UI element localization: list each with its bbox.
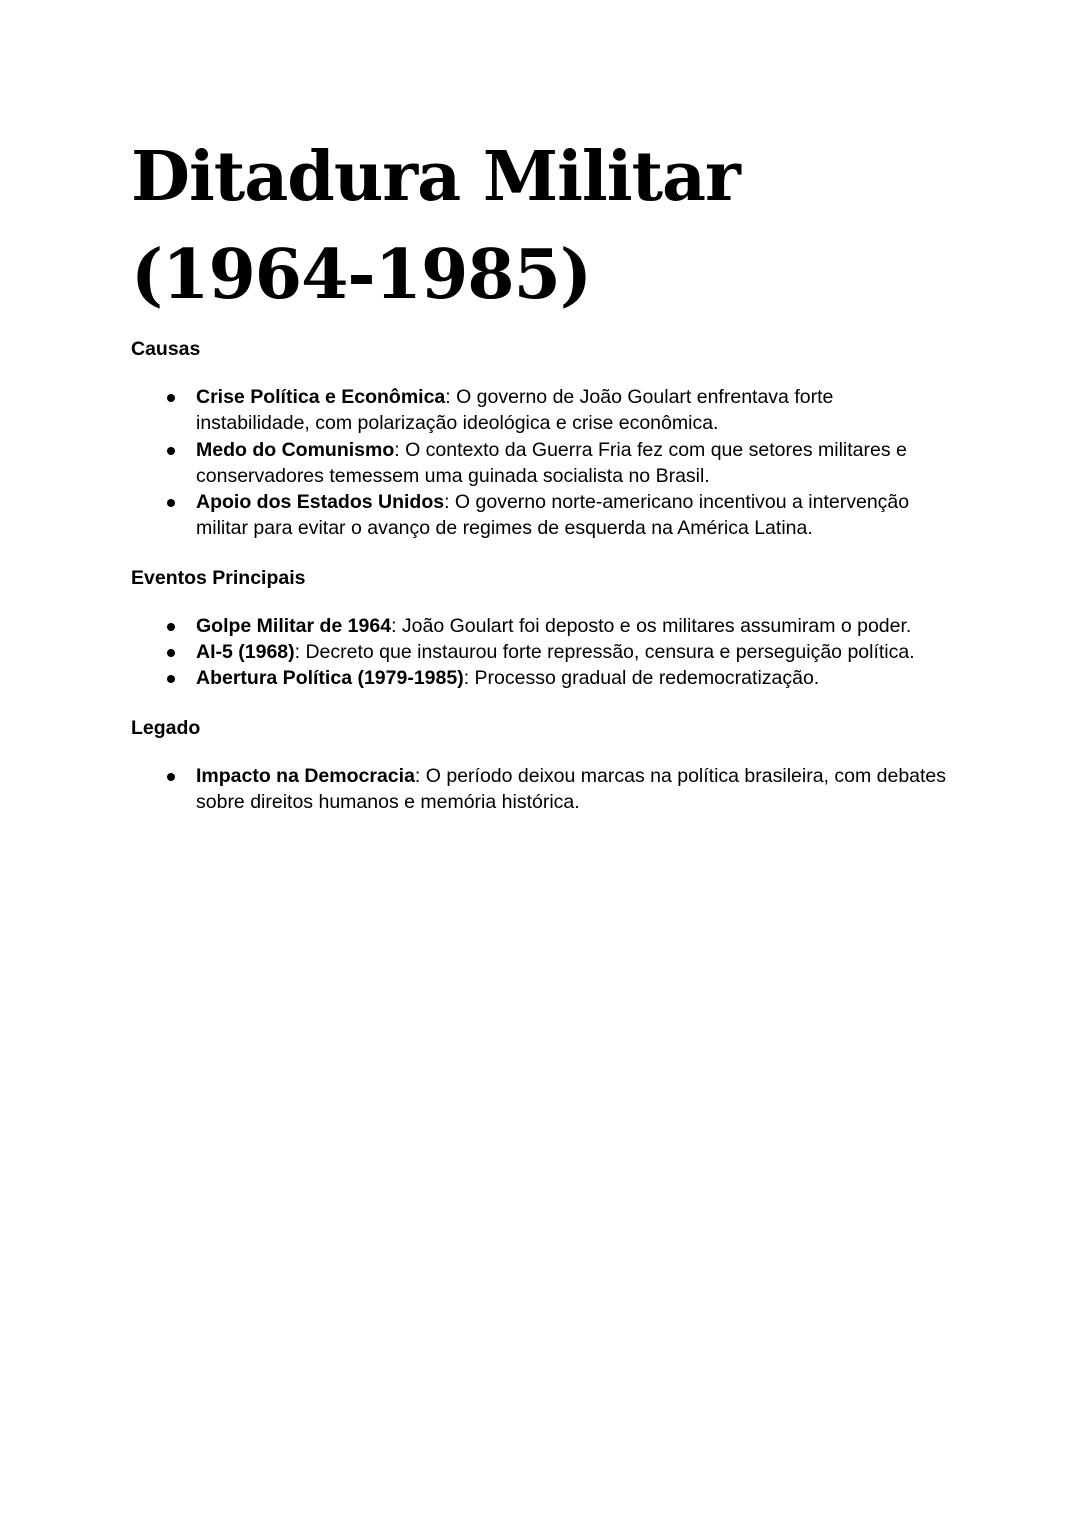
list-item <box>131 489 951 542</box>
bullet-icon <box>167 675 175 683</box>
item-term: Abertura Política (1979-1985) <box>196 667 464 690</box>
list-item <box>131 763 951 816</box>
title-line-2: (1964-1985) <box>131 235 592 315</box>
item-text: : Decreto que instaurou forte repressão, censura e perseguição política. <box>294 641 915 664</box>
list-item <box>131 639 951 665</box>
list-item <box>131 384 951 437</box>
item-text: : O período deixou marcas na política brasileira, com debates sobre direitos humanos e memória histórica. <box>196 764 947 813</box>
list-item <box>131 613 951 639</box>
document-page <box>131 128 951 815</box>
bullet-icon <box>167 499 175 507</box>
item-text: : O governo norte-americano incentivou a intervenção militar para evitar o avanço de regimes de esquerda na América Latina. <box>196 491 910 540</box>
item-term: Golpe Militar de 1964 <box>196 614 392 637</box>
bullet-icon <box>167 649 175 657</box>
bullet-icon <box>167 773 175 781</box>
list-item <box>131 665 951 691</box>
eventos-list <box>131 613 951 692</box>
causas-list <box>131 384 951 542</box>
bullet-icon <box>167 447 175 455</box>
section-heading-legado: Legado <box>131 716 201 739</box>
item-term: AI-5 (1968) <box>196 641 295 664</box>
item-term: Crise Política e Econômica <box>196 386 446 408</box>
document-title <box>131 128 951 324</box>
item-term: Impacto na Democracia <box>196 764 415 787</box>
item-text: : João Goulart foi deposto e os militares assumiram o poder. <box>391 614 912 637</box>
section-heading-causas: Causas <box>131 338 201 360</box>
title-line-1: Ditadura Militar <box>131 137 740 217</box>
item-text: : O governo de João Goulart enfrentava forte instabilidade, com polarização ideológica e crise econômica. <box>196 386 834 435</box>
item-text: : O contexto da Guerra Fria fez com que setores militares e conservadores temessem uma guinada socialista no Brasil. <box>196 438 907 487</box>
item-term: Medo do Comunismo <box>196 438 395 461</box>
item-text: : Processo gradual de redemocratização. <box>463 667 820 690</box>
list-item <box>131 437 951 490</box>
legado-list <box>131 763 951 816</box>
bullet-icon <box>167 623 175 631</box>
section-heading-eventos-principais: Eventos Principais <box>131 566 306 589</box>
item-term: Apoio dos Estados Unidos <box>196 491 445 514</box>
bullet-icon <box>167 394 175 402</box>
